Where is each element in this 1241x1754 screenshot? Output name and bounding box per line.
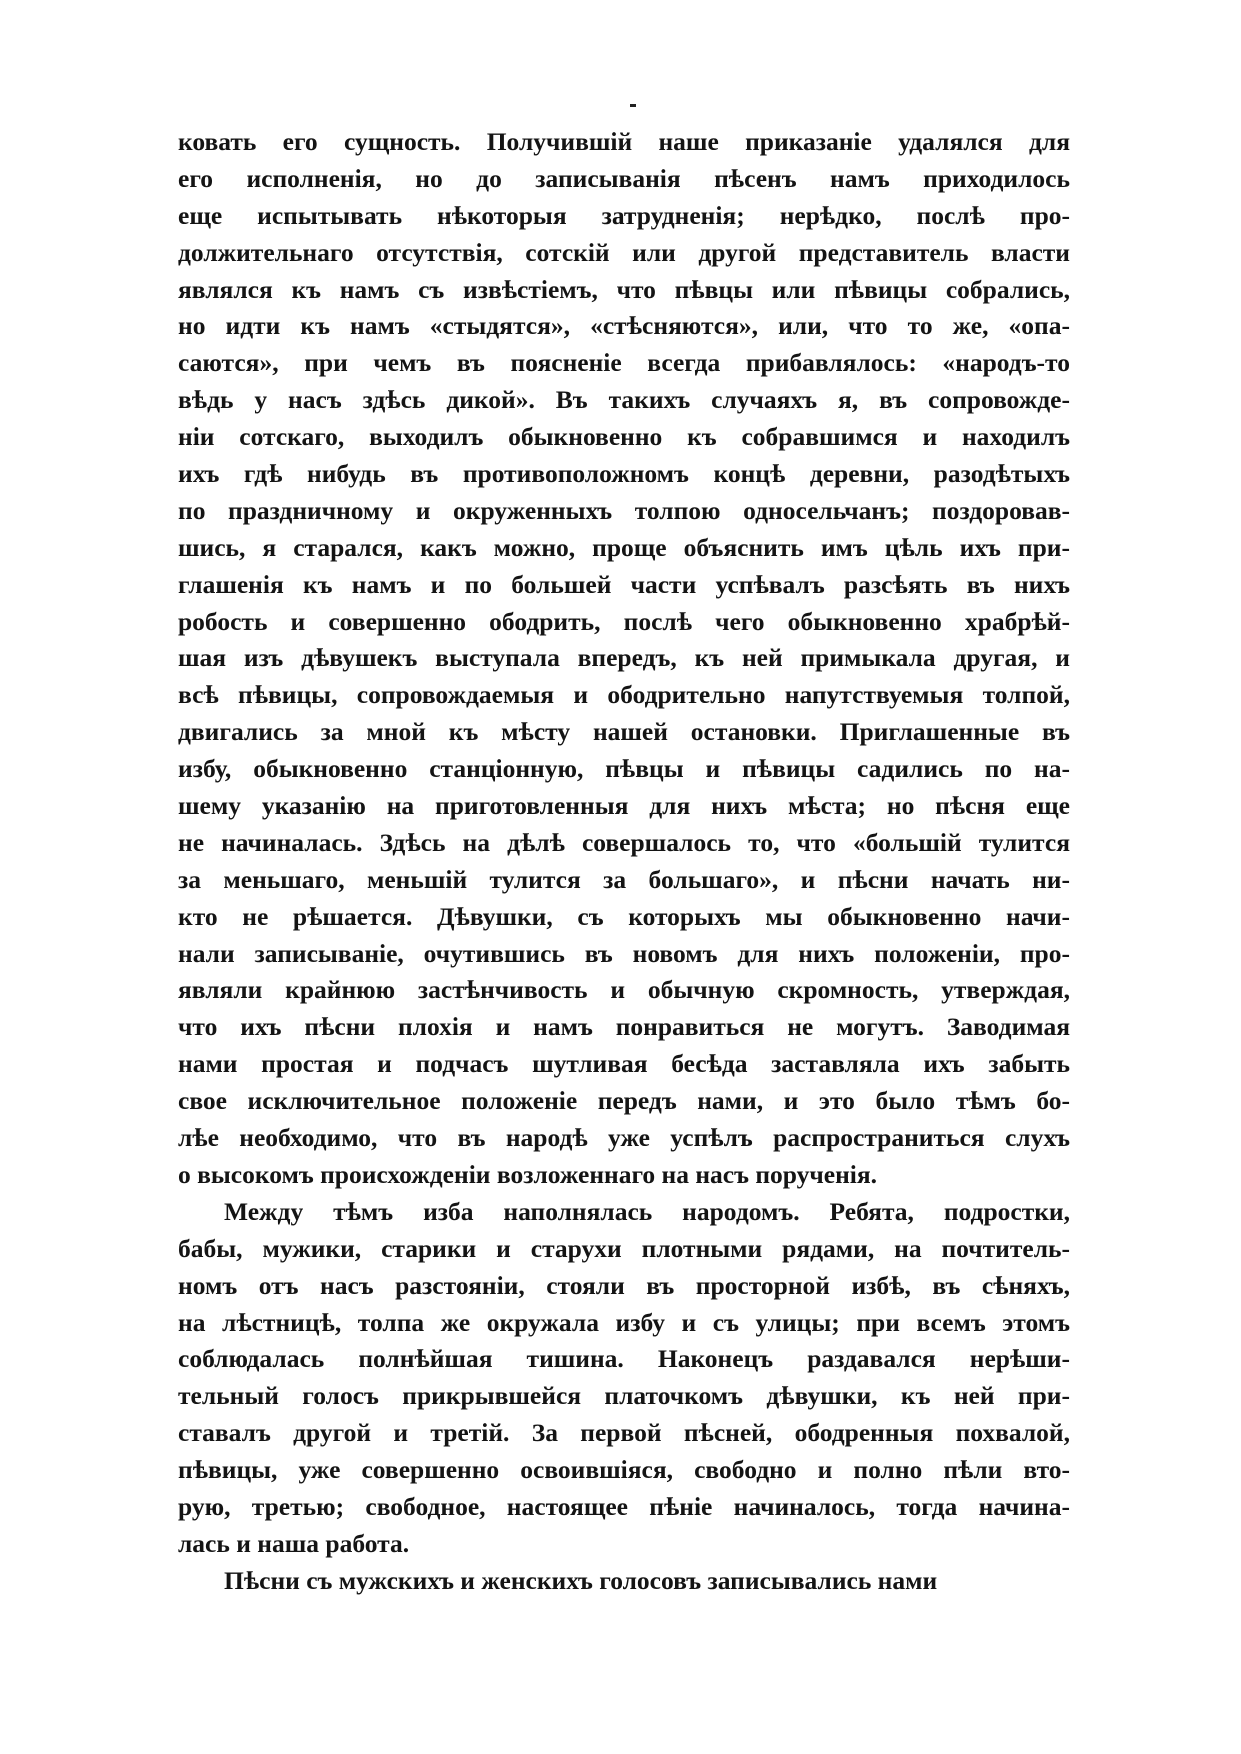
text-line: еще испытывать нѣкоторыя затрудненія; нерѣдко, послѣ про- [178, 200, 1070, 230]
text-line: его исполненія, но до записыванія пѣсенъ намъ приходилось [178, 163, 1070, 193]
text-line: являлся къ намъ съ извѣстіемъ, что пѣвцы или пѣвицы собрались, [178, 274, 1070, 304]
text-line: соблюдалась полнѣйшая тишина. Наконецъ раздавался нерѣши- [178, 1344, 1070, 1374]
text-line: избу, обыкновенно станціонную, пѣвцы и пѣвицы садились по на- [178, 754, 1070, 784]
text-line: о высокомъ происхожденіи возложеннаго на насъ порученія. [178, 1159, 878, 1189]
text-line: шись, я старался, какъ можно, проще объяснить имъ цѣль ихъ при- [178, 532, 1070, 562]
text-line: ставалъ другой и третій. За первой пѣсней, ободренныя похвалой, [178, 1418, 1070, 1448]
text-line: не начиналась. Здѣсь на дѣлѣ совершалось то, что «большій тулится [178, 827, 1070, 857]
text-line: лась и наша работа. [178, 1528, 410, 1558]
text-line: номъ отъ насъ разстояніи, стояли въ просторной избѣ, въ сѣняхъ, [178, 1270, 1070, 1300]
text-line: саются», при чемъ въ поясненіе всегда прибавлялось: «народъ-то [178, 348, 1070, 378]
paragraph [178, 1563, 1070, 1600]
text-line: лѣе необходимо, что въ народѣ уже успѣлъ распространиться слухъ [178, 1123, 1070, 1153]
text-line: кто не рѣшается. Дѣвушки, съ которыхъ мы обыкновенно начи- [178, 901, 1070, 931]
text-line: вѣдь у насъ здѣсь дикой». Въ такихъ случаяхъ я, въ сопровожде- [178, 385, 1070, 415]
text-line: Пѣсни съ мужскихъ и женскихъ голосовъ записывались нами [224, 1565, 938, 1595]
text-line: являли крайнюю застѣнчивость и обычную скромность, утверждая, [178, 975, 1070, 1005]
text-line: нали записываніе, очутившись въ новомъ для нихъ положеніи, про- [178, 938, 1070, 968]
paragraph [178, 124, 1070, 1194]
paragraph [178, 1194, 1070, 1563]
text-line: по праздничному и окруженныхъ толпою односельчанъ; поздоровав- [178, 495, 1070, 525]
text-line: должительнаго отсутствія, сотскій или другой представитель власти [178, 237, 1070, 267]
text-line: шая изъ дѣвушекъ выступала впередъ, къ ней примыкала другая, и [178, 643, 1070, 673]
text-line: рую, третью; свободное, настоящее пѣніе начиналось, тогда начина- [178, 1491, 1070, 1521]
text-line: двигались за мной къ мѣсту нашей остановки. Приглашенные въ [178, 717, 1070, 747]
text-line: всѣ пѣвицы, сопровождаемыя и ободрительно напутствуемыя толпой, [178, 680, 1070, 710]
ink-mark [630, 104, 636, 107]
text-line: шему указанію на приготовленныя для нихъ мѣста; но пѣсня еще [178, 791, 1070, 821]
text-line: ковать его сущность. Получившій наше приказаніе удалялся для [178, 127, 1070, 156]
text-line: пѣвицы, уже совершенно освоившіяся, свободно и полно пѣли вто- [178, 1455, 1070, 1485]
text-line: но идти къ намъ «стыдятся», «стѣсняются», или, что то же, «опа- [178, 311, 1070, 341]
text-line: свое исключительное положеніе передъ нами, и это было тѣмъ бо- [178, 1086, 1070, 1116]
text-line: что ихъ пѣсни плохія и намъ понравиться не могутъ. Заводимая [178, 1012, 1070, 1042]
text-line: тельный голосъ прикрывшейся платочкомъ дѣвушки, къ ней при- [178, 1381, 1070, 1411]
text-line: ихъ гдѣ нибудь въ противоположномъ концѣ деревни, разодѣтыхъ [178, 459, 1070, 489]
text-line: на лѣстницѣ, толпа же окружала избу и съ улицы; при всемъ этомъ [178, 1307, 1070, 1337]
document-body [178, 124, 1070, 1600]
text-line: ніи сотскаго, выходилъ обыкновенно къ собравшимся и находилъ [178, 422, 1070, 452]
text-line: за меньшаго, меньшій тулится за большаго», и пѣсни начать ни- [178, 864, 1070, 894]
text-line: робость и совершенно ободрить, послѣ чего обыкновенно храбрѣй- [178, 606, 1070, 636]
text-line: глашенія къ намъ и по большей части успѣвалъ разсѣять въ нихъ [178, 569, 1070, 599]
text-line: бабы, мужики, старики и старухи плотными рядами, на почтитель- [178, 1233, 1070, 1263]
text-line: Между тѣмъ изба наполнялась народомъ. Ребята, подростки, [224, 1196, 1070, 1226]
text-line: нами простая и подчасъ шутливая бесѣда заставляла ихъ забыть [178, 1049, 1070, 1079]
